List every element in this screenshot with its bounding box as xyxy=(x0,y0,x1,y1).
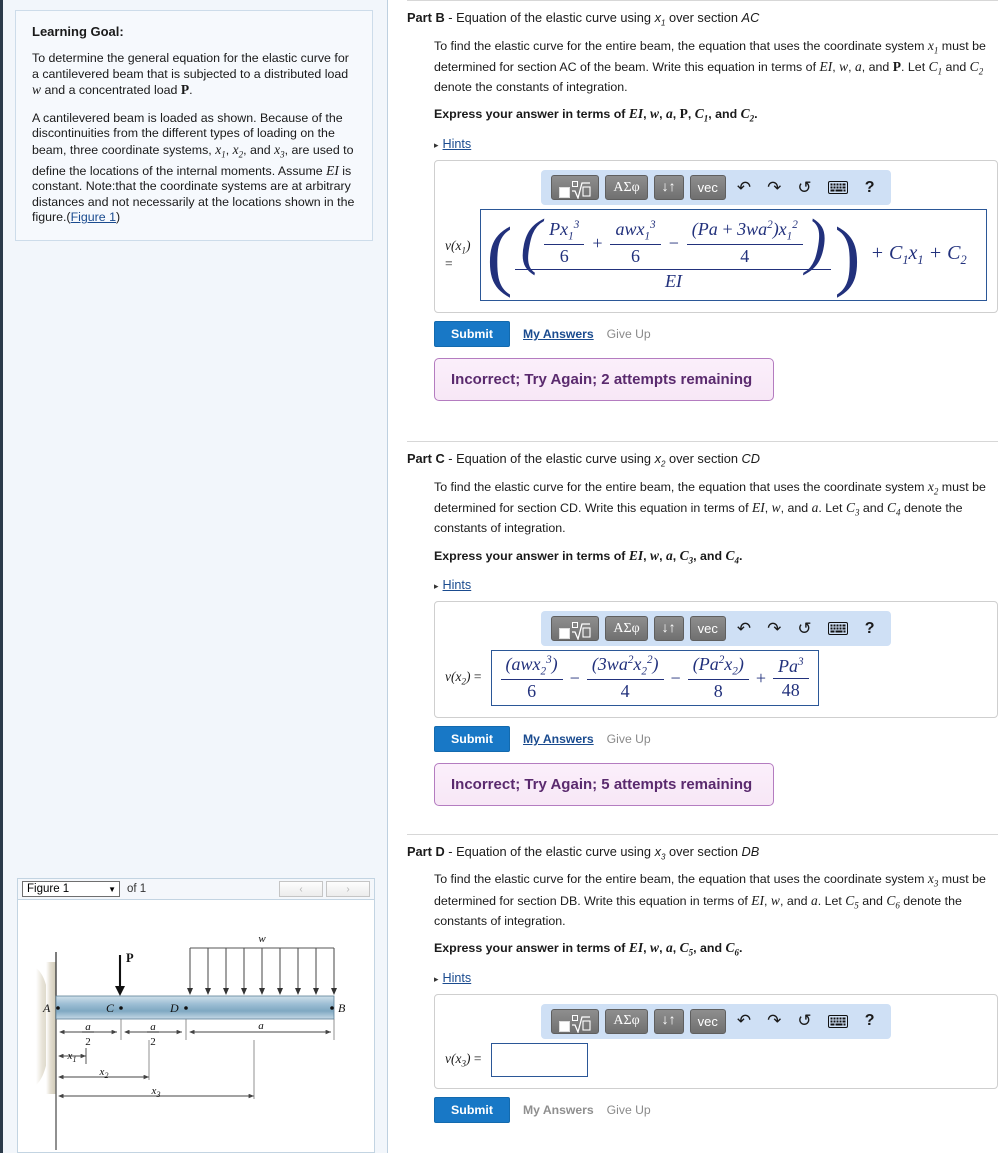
radical-icon xyxy=(571,181,591,199)
part-c-title-x: $x_2$ xyxy=(654,451,666,469)
beam-diagram xyxy=(18,900,374,1153)
pd-EI: EI xyxy=(751,892,765,908)
lg-p2-sep2: , and xyxy=(243,142,275,157)
pc-w: w xyxy=(771,499,781,515)
figure-prev-button[interactable]: ‹ xyxy=(279,881,323,897)
svg-text:x2: $x_2$ xyxy=(99,1066,109,1080)
pd-t1: To find the elastic curve for the entire beam, the equation that uses the coordinate system xyxy=(434,872,928,887)
part-d-hints[interactable] xyxy=(434,971,998,985)
template-radical-button-d[interactable] xyxy=(551,1009,599,1034)
pb-t5: , xyxy=(848,59,856,74)
pb-sec: AC xyxy=(559,59,577,74)
part-d-answer-label: $v(x_3)$ = xyxy=(445,1051,482,1069)
pb-t6: , and xyxy=(861,59,893,74)
redo-icon[interactable]: ↷ xyxy=(767,177,782,197)
pc-sec: CD xyxy=(560,500,578,515)
part-c-body xyxy=(407,479,998,806)
pc-C4: $C_4$ xyxy=(887,499,901,518)
pc-C3: $C_3$ xyxy=(845,499,860,518)
pc-x2: $x_2$ xyxy=(927,478,939,497)
part-d-submit-button[interactable]: Submit xyxy=(434,1097,510,1123)
redo-icon-d[interactable]: ↷ xyxy=(767,1011,782,1031)
svg-text:a: a xyxy=(85,1021,91,1033)
spacer-c-d xyxy=(407,816,998,834)
pb-t3: of the beam. Write this equation in terms of xyxy=(576,59,820,74)
pb-t7: . Let xyxy=(901,59,929,74)
part-d-section xyxy=(407,834,998,1123)
lg-p2-text-b: , are used to define the locations of the internal moments. Assume xyxy=(32,142,354,178)
part-c-description xyxy=(434,479,998,537)
part-b-label: Part B xyxy=(407,10,445,25)
part-c-expression xyxy=(498,654,812,702)
lg-p2-text-d: ) xyxy=(116,210,121,225)
lg-p1-text-b: and a concentrated load xyxy=(41,83,181,97)
part-c-answer-field[interactable] xyxy=(491,650,819,706)
pd-C5: $C_5$ xyxy=(845,892,859,911)
pd-t3: . Write this equation in terms of xyxy=(577,893,752,908)
part-c-answer-panel xyxy=(434,601,998,718)
figure-panel xyxy=(17,878,375,1153)
figure-toolbar xyxy=(17,878,375,900)
pd-t8: denote the constants of integration. xyxy=(434,893,962,928)
part-b-description xyxy=(434,38,998,96)
part-b-button-row xyxy=(434,321,998,347)
paren-close-inner: ) xyxy=(805,208,827,277)
part-b-feedback-banner: Incorrect; Try Again; 2 attempts remaining xyxy=(434,358,774,401)
part-d-label: Part D xyxy=(407,843,445,859)
figure-count-label: of 1 xyxy=(127,883,147,895)
vector-button-c[interactable]: vec xyxy=(690,616,726,641)
part-d-title-section: DB xyxy=(741,843,760,859)
pc-t8: denote the constants of integration. xyxy=(434,500,963,536)
page-root xyxy=(3,0,1004,1153)
term-awx2-cubed-over-6: $\frac{(awx_2^3)}{6}$ xyxy=(501,654,563,702)
filled-square-icon xyxy=(559,187,570,198)
paren-open-inner: ( xyxy=(520,208,542,277)
pd-t4: , xyxy=(764,893,771,908)
part-c-express: Express your answer in terms of EI, w, a, $C_3$, and $C_4$. xyxy=(434,547,743,566)
part-c-divider xyxy=(407,441,998,442)
pb-t9: denote the constants of integration. xyxy=(434,79,628,94)
svg-text:P: P xyxy=(126,951,134,965)
svg-text:2: 2 xyxy=(150,1036,156,1048)
learning-goal-paragraph-1 xyxy=(32,51,356,99)
part-b-answer-field[interactable] xyxy=(480,209,988,301)
part-d-divider xyxy=(407,834,998,835)
greek-symbols-button-c[interactable]: ΑΣφ xyxy=(605,616,647,641)
part-d-heading xyxy=(407,844,998,862)
lg-p1-P: P xyxy=(180,82,190,97)
pb-t2: must be determined for section xyxy=(434,38,986,74)
part-c-answer-label: $v(x_2)$ = xyxy=(445,669,482,687)
minus-op-c2: − xyxy=(670,667,681,688)
part-b-trailing-constants: + $C_1x_1 + C_2$ xyxy=(866,242,967,268)
pb-x1: $x_1$ xyxy=(927,37,939,56)
svg-text:A: A xyxy=(43,1001,51,1015)
updown-arrow-button-c[interactable]: ↓↑ xyxy=(654,616,684,641)
updown-arrow-button-d[interactable]: ↓↑ xyxy=(654,1009,684,1034)
part-b-title-a: Equation of the elastic curve using xyxy=(456,10,655,25)
part-b-give-up[interactable]: Give Up xyxy=(606,327,651,342)
pb-t4: , xyxy=(832,59,840,74)
part-c-title-section: CD xyxy=(741,451,761,467)
figure-nav xyxy=(279,881,370,897)
part-b-divider xyxy=(407,0,998,1)
svg-text:D: D xyxy=(170,1001,179,1015)
outer-denominator-EI: EI xyxy=(515,269,831,292)
learning-goal-title: Learning Goal: xyxy=(32,24,124,39)
svg-text:C: C xyxy=(106,1001,115,1015)
figure-select-value: Figure 1 xyxy=(27,883,70,895)
pc-a: a xyxy=(811,499,819,515)
svg-text:x1: $x_1$ xyxy=(67,1050,77,1064)
pb-w: w xyxy=(839,58,849,74)
lg-p2-text-c: is constant. Note:that the coordinate systems are at arbitrary distances and not necessarily at the locations shown in the figure.( xyxy=(32,163,355,225)
pc-t6: . Let xyxy=(818,500,846,515)
paren-close-outer: ) xyxy=(834,210,861,298)
pc-t1: To find the elastic curve for the entire beam, the equation that uses the coordinate system xyxy=(434,479,928,494)
hints-triangle-icon-d: ▸ xyxy=(434,973,439,984)
figure-image-container xyxy=(17,900,375,1153)
part-b-section xyxy=(407,0,998,401)
reset-icon-c[interactable]: ↺ xyxy=(797,618,812,638)
part-c-math-toolbar xyxy=(541,611,890,646)
part-d-title-x: $x_3$ xyxy=(654,843,666,862)
part-c-title-b: over section xyxy=(665,451,742,467)
pb-C1: $C_1$ xyxy=(928,58,943,77)
outer-numerator xyxy=(515,208,831,277)
keyboard-icon[interactable] xyxy=(823,181,853,194)
help-icon-c[interactable]: ? xyxy=(864,619,875,637)
part-b-my-answers-link[interactable]: My Answers xyxy=(523,327,594,342)
filled-square-icon-c xyxy=(559,628,570,639)
right-column xyxy=(388,0,1004,1153)
pc-t4: , xyxy=(764,500,772,515)
part-c-hints[interactable] xyxy=(434,578,998,592)
part-b-hints[interactable] xyxy=(434,137,998,151)
pd-t6: . Let xyxy=(817,893,846,908)
undo-icon[interactable]: ↶ xyxy=(736,177,752,197)
figure-select[interactable] xyxy=(22,881,120,897)
pd-t2: must be determined for section xyxy=(434,872,986,908)
hints-triangle-icon: ▸ xyxy=(434,140,439,151)
reset-icon-d[interactable]: ↺ xyxy=(797,1011,812,1031)
part-d-answer-row xyxy=(445,1043,987,1077)
pd-x3: $x_3$ xyxy=(927,871,939,890)
pd-sec: DB xyxy=(560,893,578,908)
lg-p1-text-a: To determine the general equation for the elastic curve for a cantilevered beam that is subjected to a distributed load xyxy=(32,51,349,81)
svg-text:a: a xyxy=(150,1021,156,1033)
keyboard-icon-d[interactable] xyxy=(823,1015,853,1028)
template-radical-button[interactable] xyxy=(551,175,599,200)
part-d-dash: - xyxy=(444,843,457,859)
lg-p1-w: w xyxy=(32,82,42,97)
redo-icon-c[interactable]: ↷ xyxy=(767,618,782,638)
help-icon-d[interactable]: ? xyxy=(864,1012,875,1030)
part-c-my-answers-link[interactable]: My Answers xyxy=(523,731,594,746)
pb-EI: EI xyxy=(819,58,833,74)
updown-arrow-button[interactable]: ↓↑ xyxy=(654,175,684,200)
pc-t7: and xyxy=(859,500,888,515)
part-c-button-row xyxy=(434,726,998,752)
keyboard-icon-c[interactable] xyxy=(823,622,853,635)
pb-C2: $C_2$ xyxy=(969,58,984,77)
term-3wa2x2-squared-over-4: $\frac{(3wa^2x_2^2)}{4}$ xyxy=(587,654,664,702)
pb-t8: and xyxy=(942,59,970,74)
part-b-hints-link[interactable]: Hints xyxy=(442,137,472,152)
lg-p2-x2: $x_2$ xyxy=(232,141,244,160)
term-Pa2x2-over-8: $\frac{(Pa^2x_2)}{8}$ xyxy=(688,654,749,702)
term-Pa-3wa2-x1-squared-over-4: $\frac{(Pa + 3wa^2)x_1^2}{4}$ xyxy=(687,219,803,267)
part-b-math-toolbar xyxy=(541,170,890,205)
part-d-give-up[interactable]: Give Up xyxy=(606,1102,651,1117)
pc-t2: must be determined for section xyxy=(434,479,986,515)
lg-p2-x3: $x_3$ xyxy=(274,141,285,160)
part-c-dash: - xyxy=(444,451,457,467)
pb-t1: To find the elastic curve for the entire beam, the equation that uses the coordinate system xyxy=(434,38,928,53)
lg-p2-EI: EI xyxy=(326,162,339,178)
pc-EI: EI xyxy=(751,499,765,515)
svg-text:2: 2 xyxy=(85,1036,91,1048)
part-b-body xyxy=(407,38,998,402)
part-c-section xyxy=(407,441,998,806)
radical-icon-d xyxy=(571,1015,591,1033)
part-c-title-a: Equation of the elastic curve using xyxy=(456,451,655,467)
svg-text:w: w xyxy=(258,933,266,945)
part-b-heading xyxy=(407,10,998,28)
term-Px1-cubed-over-6: $\frac{Px_1^3}{6}$ xyxy=(544,219,584,267)
part-b-express: Express your answer in terms of EI, w, a, P, $C_1$, and $C_2$. xyxy=(434,106,758,125)
plus-op-1: + xyxy=(591,232,604,253)
undo-icon-c[interactable]: ↶ xyxy=(736,618,752,638)
lg-p2-x1: $x_1$ xyxy=(215,141,226,160)
greek-symbols-button[interactable]: ΑΣφ xyxy=(605,175,647,200)
part-d-express: Express your answer in terms of EI, w, a, $C_5$, and $C_6$. xyxy=(434,940,743,958)
pd-w: w xyxy=(770,892,780,908)
part-d-my-answers-link[interactable]: My Answers xyxy=(523,1102,594,1117)
part-c-submit-button[interactable]: Submit xyxy=(434,726,510,752)
paren-open-outer: ( xyxy=(486,210,513,298)
part-c-give-up[interactable]: Give Up xyxy=(606,731,651,746)
part-d-answer-panel xyxy=(434,994,998,1089)
part-b-answer-panel xyxy=(434,160,998,313)
pb-a: a xyxy=(855,58,862,74)
outer-fraction xyxy=(515,208,831,292)
radical-icon-c xyxy=(571,622,591,640)
pc-t3: . Write this equation in terms of xyxy=(577,500,752,515)
template-radical-button-c[interactable] xyxy=(551,616,599,641)
part-c-hints-link[interactable]: Hints xyxy=(442,578,472,593)
hints-triangle-icon-c: ▸ xyxy=(434,581,439,592)
part-b-expression xyxy=(486,208,967,298)
help-icon[interactable]: ? xyxy=(864,178,875,196)
part-d-description xyxy=(434,871,998,929)
chevron-down-icon: ▼ xyxy=(108,884,116,894)
spacer-b-c xyxy=(407,411,998,441)
pd-C6: $C_6$ xyxy=(886,892,900,911)
figure-next-button[interactable]: › xyxy=(326,881,370,897)
part-c-heading xyxy=(407,451,998,469)
lg-p2-sep1: , xyxy=(225,142,233,157)
part-c-answer-row xyxy=(445,650,987,706)
svg-text:x3: $x_3$ xyxy=(151,1085,161,1099)
part-d-math-toolbar xyxy=(541,1004,890,1039)
part-d-hints-link[interactable]: Hints xyxy=(442,970,472,985)
part-d-answer-field[interactable] xyxy=(491,1043,588,1077)
part-d-title-a: Equation of the elastic curve using xyxy=(456,843,655,859)
svg-text:a: a xyxy=(258,1020,264,1032)
minus-op-c1: − xyxy=(569,667,580,688)
part-b-title-b: over section xyxy=(665,10,742,25)
lg-p2-text-a: A cantilevered beam is loaded as shown. Because of the discontinuities from the different types of loading on the beam, three coordinate systems, xyxy=(32,110,343,157)
figure-1-link[interactable]: Figure 1 xyxy=(70,210,117,225)
part-d-button-row xyxy=(434,1097,998,1123)
term-Pa-cubed-over-48: $\frac{Pa^3}{48}$ xyxy=(773,656,809,701)
pd-t7: and xyxy=(858,893,887,908)
greek-symbols-button-d[interactable]: ΑΣφ xyxy=(605,1009,647,1034)
pb-P: P xyxy=(892,58,902,74)
learning-goal-paragraph-2 xyxy=(32,111,356,226)
part-b-answer-label: $v(x_1)$ = xyxy=(445,238,471,271)
part-b-answer-row xyxy=(445,209,987,301)
undo-icon-d[interactable]: ↶ xyxy=(736,1011,752,1031)
vector-button-d[interactable]: vec xyxy=(690,1009,726,1034)
minus-op-1: − xyxy=(667,232,680,253)
pd-t5: , and xyxy=(779,893,811,908)
part-b-title-section: AC xyxy=(741,10,760,25)
part-c-feedback-banner: Incorrect; Try Again; 5 attempts remaining xyxy=(434,763,774,806)
part-c-label: Part C xyxy=(407,451,445,467)
part-d-title-b: over section xyxy=(665,843,742,859)
plus-op-c1: + xyxy=(755,667,767,688)
filled-square-icon-d xyxy=(559,1021,570,1032)
left-column xyxy=(3,0,388,1153)
pc-t5: , and xyxy=(780,500,812,515)
svg-text:B: B xyxy=(338,1001,346,1015)
part-b-dash: - xyxy=(444,10,457,25)
vector-button[interactable]: vec xyxy=(690,175,726,200)
part-b-submit-button[interactable]: Submit xyxy=(434,321,510,347)
reset-icon[interactable]: ↺ xyxy=(797,177,812,197)
pd-a: a xyxy=(810,892,818,908)
part-b-title-x: $x_1$ xyxy=(654,10,666,28)
part-d-body xyxy=(407,871,998,1123)
term-awx1-cubed-over-6: $\frac{awx_1^3}{6}$ xyxy=(610,219,660,267)
lg-p1-text-c: . xyxy=(189,83,193,97)
learning-goal-card xyxy=(15,10,373,241)
